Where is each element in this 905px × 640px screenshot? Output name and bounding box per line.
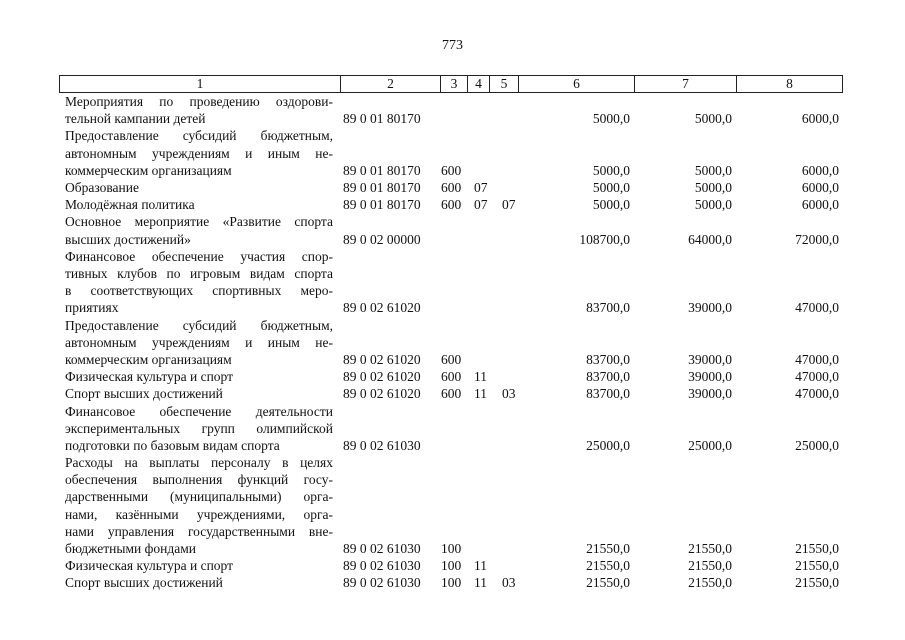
row-description bbox=[65, 248, 333, 317]
row-value-6: 83700,0 bbox=[586, 300, 630, 316]
row-section: 11 bbox=[474, 558, 487, 574]
description-line: автономным учреждениям и иным не- bbox=[65, 334, 333, 350]
row-value-7: 39000,0 bbox=[688, 386, 732, 402]
row-description bbox=[65, 385, 333, 402]
table-row bbox=[0, 403, 905, 455]
row-description bbox=[65, 454, 333, 557]
header-col-7: 7 bbox=[635, 76, 737, 92]
description-line: тивных клубов по игровым видам спорта bbox=[65, 265, 333, 281]
row-code: 89 0 01 80170 bbox=[343, 162, 421, 178]
table-row bbox=[0, 454, 905, 557]
row-value-8: 6000,0 bbox=[801, 179, 839, 195]
table-row bbox=[0, 127, 905, 179]
row-subsection: 03 bbox=[502, 386, 516, 402]
description-line: высших достижений» bbox=[65, 231, 191, 247]
description-line: Спорт высших достижений bbox=[65, 386, 223, 402]
row-code: 89 0 02 61020 bbox=[343, 300, 421, 316]
row-expense-type: 600 bbox=[441, 369, 462, 385]
row-code: 89 0 01 80170 bbox=[343, 179, 421, 195]
row-description bbox=[65, 574, 333, 591]
description-line: Молодёжная политика bbox=[65, 197, 195, 213]
row-value-6: 21550,0 bbox=[586, 558, 630, 574]
row-value-8: 47000,0 bbox=[795, 386, 839, 402]
description-line: Расходы на выплаты персоналу в целях bbox=[65, 455, 333, 471]
description-line: коммерческим организациям bbox=[65, 162, 232, 178]
header-col-5: 5 bbox=[490, 76, 519, 92]
row-value-7: 5000,0 bbox=[694, 111, 732, 127]
header-col-6: 6 bbox=[519, 76, 635, 92]
description-line: тельной кампании детей bbox=[65, 111, 206, 127]
description-line: Физическая культура и спорт bbox=[65, 558, 234, 574]
row-value-7: 25000,0 bbox=[688, 437, 732, 453]
row-code: 89 0 02 61030 bbox=[343, 541, 421, 557]
row-description bbox=[65, 213, 333, 247]
row-expense-type: 600 bbox=[441, 386, 462, 402]
table-row bbox=[0, 385, 905, 402]
description-line: подготовки по базовым видам спорта bbox=[65, 437, 280, 453]
row-value-6: 25000,0 bbox=[586, 437, 630, 453]
row-value-8: 25000,0 bbox=[795, 437, 839, 453]
row-value-8: 6000,0 bbox=[801, 111, 839, 127]
table-header bbox=[59, 75, 843, 93]
header-col-1: 1 bbox=[60, 76, 341, 92]
row-expense-type: 100 bbox=[441, 541, 462, 557]
description-line: Предоставление субсидий бюджетным, bbox=[65, 317, 333, 333]
row-value-7: 39000,0 bbox=[688, 351, 732, 367]
row-value-6: 21550,0 bbox=[586, 575, 630, 591]
row-value-7: 39000,0 bbox=[688, 369, 732, 385]
table-row bbox=[0, 574, 905, 591]
row-value-8: 72000,0 bbox=[795, 231, 839, 247]
row-value-7: 21550,0 bbox=[688, 575, 732, 591]
row-value-8: 6000,0 bbox=[801, 197, 839, 213]
row-code: 89 0 01 80170 bbox=[343, 111, 421, 127]
row-value-6: 108700,0 bbox=[579, 231, 630, 247]
table-row bbox=[0, 557, 905, 574]
description-line: приятиях bbox=[65, 300, 119, 316]
row-code: 89 0 02 61020 bbox=[343, 369, 421, 385]
description-line: Спорт высших достижений bbox=[65, 575, 223, 591]
row-section: 11 bbox=[474, 386, 487, 402]
description-line: Финансовое обеспечение участия спор- bbox=[65, 248, 333, 264]
row-expense-type: 600 bbox=[441, 162, 462, 178]
row-code: 89 0 02 61030 bbox=[343, 558, 421, 574]
row-expense-type: 600 bbox=[441, 351, 462, 367]
row-value-8: 47000,0 bbox=[795, 300, 839, 316]
header-col-4: 4 bbox=[468, 76, 490, 92]
table-row bbox=[0, 248, 905, 317]
row-description bbox=[65, 196, 333, 213]
row-value-8: 21550,0 bbox=[795, 575, 839, 591]
row-expense-type: 100 bbox=[441, 575, 462, 591]
row-value-7: 5000,0 bbox=[694, 179, 732, 195]
row-description bbox=[65, 368, 333, 385]
table-row bbox=[0, 317, 905, 369]
row-value-6: 83700,0 bbox=[586, 369, 630, 385]
row-section: 11 bbox=[474, 369, 487, 385]
row-section: 07 bbox=[474, 197, 488, 213]
row-expense-type: 600 bbox=[441, 197, 462, 213]
row-value-6: 5000,0 bbox=[592, 179, 630, 195]
description-line: дарственными (муниципальными) орга- bbox=[65, 489, 333, 505]
page-number: 773 bbox=[442, 38, 463, 53]
row-description bbox=[65, 403, 333, 455]
row-code: 89 0 02 61020 bbox=[343, 386, 421, 402]
row-value-8: 21550,0 bbox=[795, 541, 839, 557]
description-line: Финансовое обеспечение деятельности bbox=[65, 403, 333, 419]
table-row bbox=[0, 368, 905, 385]
row-value-8: 6000,0 bbox=[801, 162, 839, 178]
row-section: 07 bbox=[474, 179, 488, 195]
description-line: Основное мероприятие «Развитие спорта bbox=[65, 214, 333, 230]
description-line: Мероприятия по проведению оздорови- bbox=[65, 94, 333, 109]
description-line: Предоставление субсидий бюджетным, bbox=[65, 128, 333, 144]
row-code: 89 0 02 61030 bbox=[343, 437, 421, 453]
row-expense-type: 100 bbox=[441, 558, 462, 574]
row-value-6: 21550,0 bbox=[586, 541, 630, 557]
row-subsection: 07 bbox=[502, 197, 516, 213]
description-line: бюджетными фондами bbox=[65, 541, 196, 557]
table-row bbox=[0, 213, 905, 247]
row-code: 89 0 02 61030 bbox=[343, 575, 421, 591]
row-description bbox=[65, 317, 333, 369]
table-row bbox=[0, 179, 905, 196]
row-value-6: 83700,0 bbox=[586, 351, 630, 367]
description-line: обеспечения выполнения функций госу- bbox=[65, 472, 333, 488]
row-value-6: 5000,0 bbox=[592, 162, 630, 178]
row-code: 89 0 02 61020 bbox=[343, 351, 421, 367]
row-value-7: 21550,0 bbox=[688, 558, 732, 574]
row-description bbox=[65, 93, 333, 127]
row-value-7: 21550,0 bbox=[688, 541, 732, 557]
row-description bbox=[65, 127, 333, 179]
row-value-6: 5000,0 bbox=[592, 111, 630, 127]
row-section: 11 bbox=[474, 575, 487, 591]
row-value-8: 21550,0 bbox=[795, 558, 839, 574]
row-description bbox=[65, 179, 333, 196]
header-col-3: 3 bbox=[441, 76, 468, 92]
row-value-7: 5000,0 bbox=[694, 162, 732, 178]
row-value-7: 64000,0 bbox=[688, 231, 732, 247]
row-expense-type: 600 bbox=[441, 179, 462, 195]
row-value-8: 47000,0 bbox=[795, 351, 839, 367]
description-line: Образование bbox=[65, 179, 139, 195]
row-value-7: 5000,0 bbox=[694, 197, 732, 213]
row-value-6: 5000,0 bbox=[592, 197, 630, 213]
row-code: 89 0 01 80170 bbox=[343, 197, 421, 213]
header-col-8: 8 bbox=[786, 76, 793, 91]
table-row bbox=[0, 93, 905, 127]
table-row bbox=[0, 196, 905, 213]
description-line: экспериментальных групп олимпийской bbox=[65, 420, 333, 436]
description-line: в соответствующих спортивных меро- bbox=[65, 283, 333, 299]
table-body bbox=[0, 93, 905, 592]
description-line: нами управления государственными вне- bbox=[65, 523, 333, 539]
row-code: 89 0 02 00000 bbox=[343, 231, 421, 247]
row-value-6: 83700,0 bbox=[586, 386, 630, 402]
row-value-7: 39000,0 bbox=[688, 300, 732, 316]
row-value-8: 47000,0 bbox=[795, 369, 839, 385]
description-line: коммерческим организациям bbox=[65, 351, 232, 367]
row-subsection: 03 bbox=[502, 575, 516, 591]
row-description bbox=[65, 557, 333, 574]
description-line: Физическая культура и спорт bbox=[65, 369, 234, 385]
description-line: нами, казёнными учреждениями, орга- bbox=[65, 506, 333, 522]
header-col-2: 2 bbox=[341, 76, 441, 92]
description-line: автономным учреждениям и иным не- bbox=[65, 145, 333, 161]
